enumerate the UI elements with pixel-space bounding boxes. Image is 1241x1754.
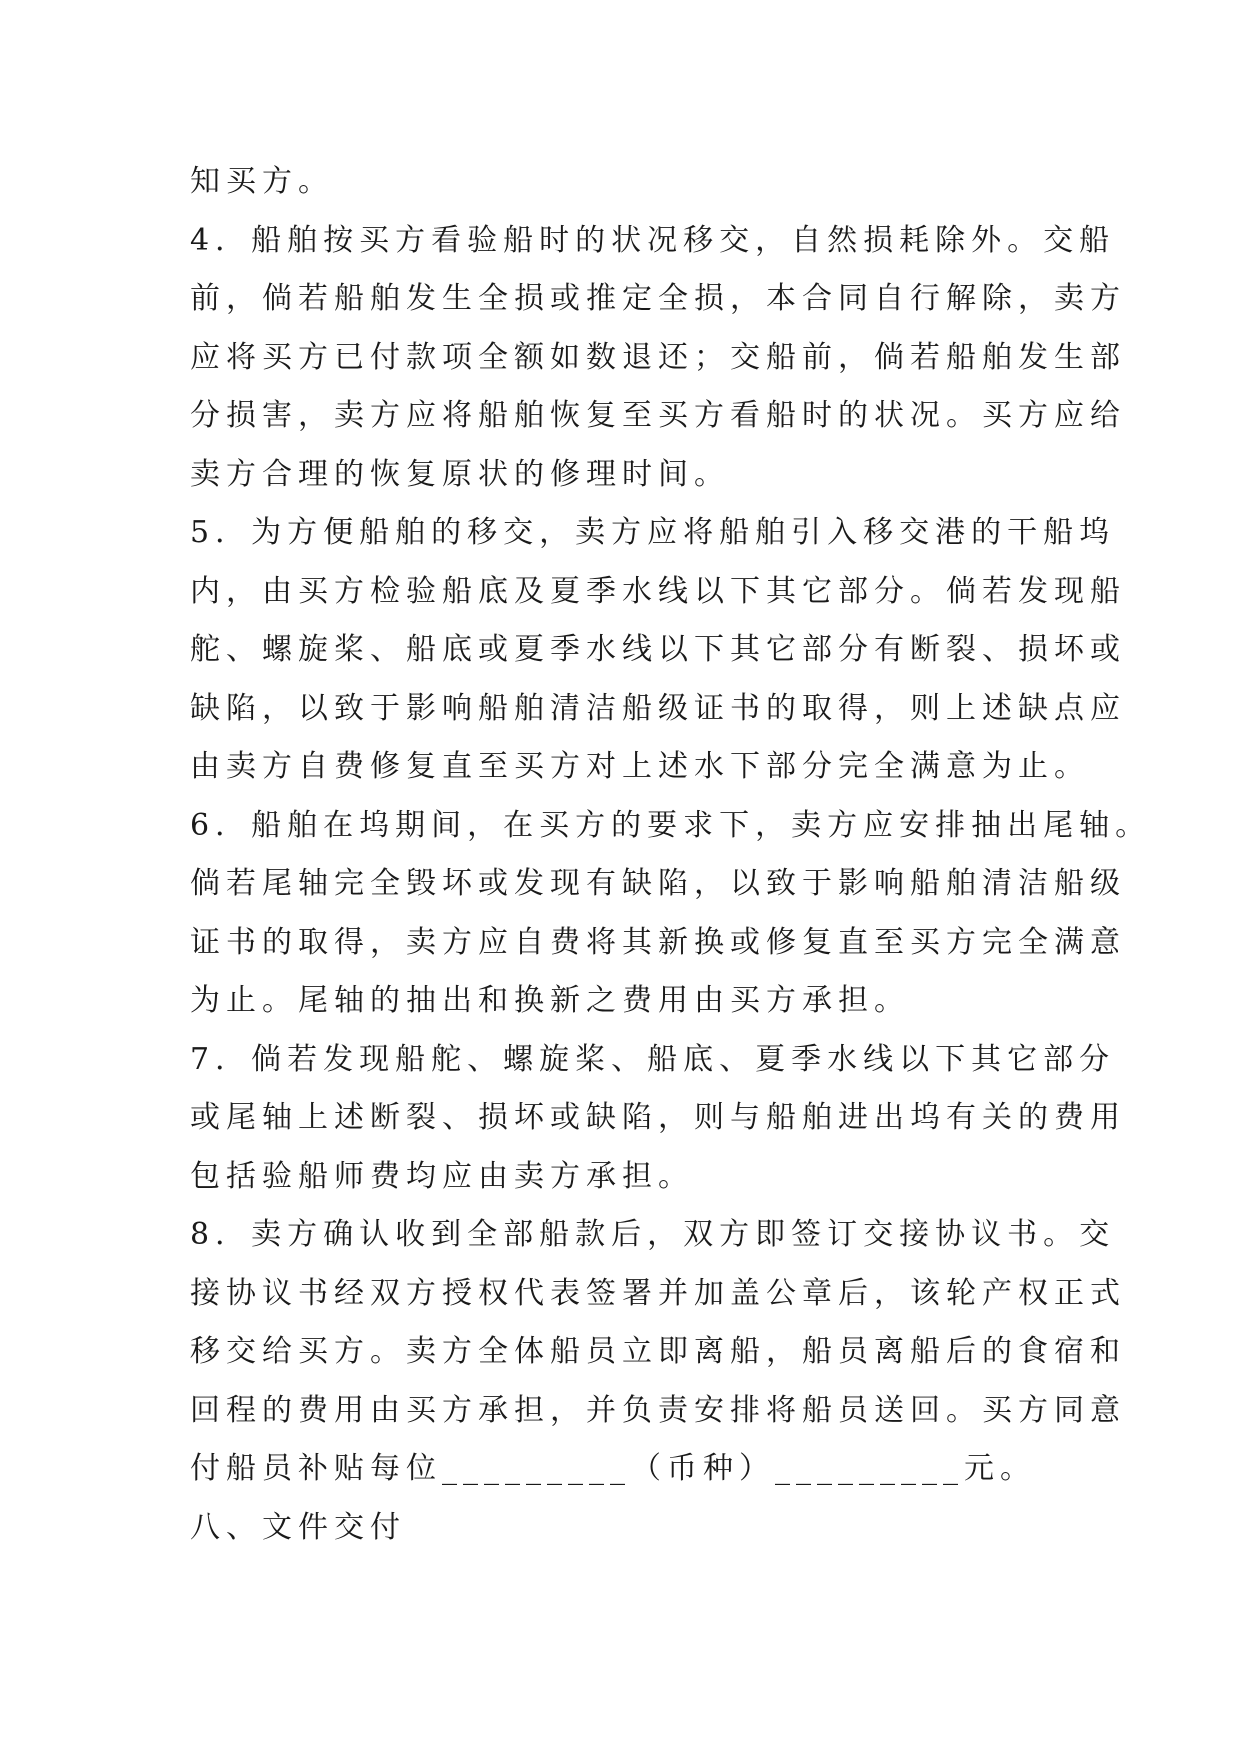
text-line: 知买方。 [190, 164, 334, 199]
clause-7-line: 7．倘若发现船舵、螺旋桨、船底、夏季水线以下其它部分 [190, 1041, 1116, 1077]
clause-5-line: 内，由买方检验船底及夏季水线以下其它部分。倘若发现船 [190, 573, 1126, 609]
clause-4-line: 4．船舶按买方看验船时的状况移交，自然损耗除外。交船 [190, 222, 1116, 258]
document-body [190, 153, 1152, 1557]
clause-4-line: 应将买方已付款项全额如数退还；交船前，倘若船舶发生部 [190, 339, 1126, 375]
clause-5-line: 由卖方自费修复直至买方对上述水下部分完全满意为止。 [190, 749, 1090, 784]
clause-8-line: 回程的费用由买方承担，并负责安排将船员送回。买方同意 [190, 1392, 1126, 1428]
clause-4-line: 前，倘若船舶发生全损或推定全损，本合同自行解除，卖方 [190, 281, 1126, 316]
clause-4-line: 卖方合理的恢复原状的修理时间。 [190, 456, 730, 492]
clause-8-line: 移交给买方。卖方全体船员立即离船，船员离船后的食宿和 [190, 1334, 1126, 1369]
clause-8-line: 8．卖方确认收到全部船款后，双方即签订交接协议书。交 [190, 1217, 1116, 1252]
clause-7-line: 包括验船师费均应由卖方承担。 [190, 1158, 694, 1194]
clause-6-line: 倘若尾轴完全毁坏或发现有缺陷，以致于影响船舶清洁船级 [190, 866, 1126, 901]
clause-5-line: 缺陷，以致于影响船舶清洁船级证书的取得，则上述缺点应 [190, 690, 1126, 726]
clause-6-line: 6．船舶在坞期间，在买方的要求下，卖方应安排抽出尾轴。 [190, 807, 1152, 843]
clause-7-line: 或尾轴上述断裂、损坏或缺陷，则与船舶进出坞有关的费用 [190, 1100, 1126, 1135]
clause-8-line: 接协议书经双方授权代表签署并加盖公章后，该轮产权正式 [190, 1275, 1126, 1311]
clause-5-line: 舵、螺旋桨、船底或夏季水线以下其它部分有断裂、损坏或 [190, 632, 1126, 667]
clause-4-line: 分损害，卖方应将船舶恢复至买方看船时的状况。买方应给 [190, 398, 1126, 433]
clause-6-line: 证书的取得，卖方应自费将其新换或修复直至买方完全满意 [190, 924, 1126, 960]
clause-5-line: 5．为方便船舶的移交，卖方应将船舶引入移交港的干船坞 [190, 515, 1116, 550]
clause-8-line: 付船员补贴每位_________（币种）_________元。 [190, 1451, 1036, 1486]
clause-6-line: 为止。尾轴的抽出和换新之费用由买方承担。 [190, 983, 910, 1018]
section-heading: 八、文件交付 [190, 1509, 406, 1545]
